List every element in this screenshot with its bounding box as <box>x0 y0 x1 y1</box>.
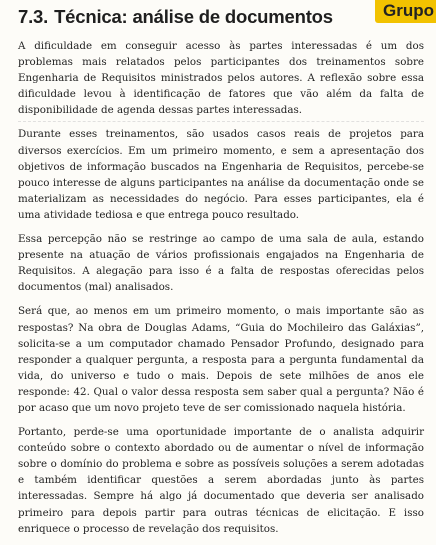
paragraph-4: Será que, ao menos em um primeiro momento, o mais importante são as respostas? Na obra de Douglas Adams, “Guia do Mochileiro das Galáxias”, solicita-se a um computador chamado Pensador Profundo, designado para responder a qualquer pergunta, a resposta para a pergunta fundamental da vida, do universo e tudo o mais. Depois de sete milhões de anos ele responde: 42. Qual o valor dessa resposta sem saber qual a pergunta? Não é por acaso que um novo projeto teve de ser comissionado naquela história. <box>18 305 424 414</box>
document-body <box>18 38 424 545</box>
section-title-text: Técnica: análise de documentos <box>54 6 333 27</box>
paragraph-1: A dificuldade em conseguir acesso às partes interessadas é um dos problemas mais relatados pelos participantes dos treinamentos sobre Engenharia de Requisitos ministrados pelos autores. A reflexão sobre essa dificuldade levou à identificação de fatores que vão além da falta de disponibilidade de agenda dessas partes interessadas. <box>18 40 424 117</box>
section-number: 7.3. <box>18 6 49 27</box>
paragraph-5: Portanto, perde-se uma oportunidade importante de o analista adquirir conteúdo sobre o contexto abordado ou de aumentar o nível de informação sobre o domínio do problema e sobre as possíveis soluções a serem adotadas e também identificar questões a serem abordadas junto às partes interessadas. Sempre há algo já documentado que deveria ser analisado primeiro para depois partir para outras técnicas de elicitação. E isso enriquece o processo de revelação dos requisitos. <box>18 426 424 535</box>
section-title <box>18 6 333 28</box>
divider <box>18 121 424 122</box>
paragraph-3: Essa percepção não se restringe ao campo de uma sala de aula, estando presente na atuação de vários profissionais engajados na Engenharia de Requisitos. A alegação para isso é a falta de respostas oferecidas pelos documentos (mal) analisados. <box>18 233 424 294</box>
group-badge: Grupo <box>375 0 436 23</box>
paragraph-2: Durante esses treinamentos, são usados casos reais de projetos para diversos exercícios. Em um primeiro momento, e sem a apresentação dos objetivos de informação buscados na Engenharia de Requisitos, percebe-se pouco interesse de alguns participantes na análise da documentação onde se materializam as necessidades do negócio. Para esses participantes, ela é uma atividade tediosa e que entrega pouco resultado. <box>18 128 424 221</box>
section-header <box>18 1 436 32</box>
